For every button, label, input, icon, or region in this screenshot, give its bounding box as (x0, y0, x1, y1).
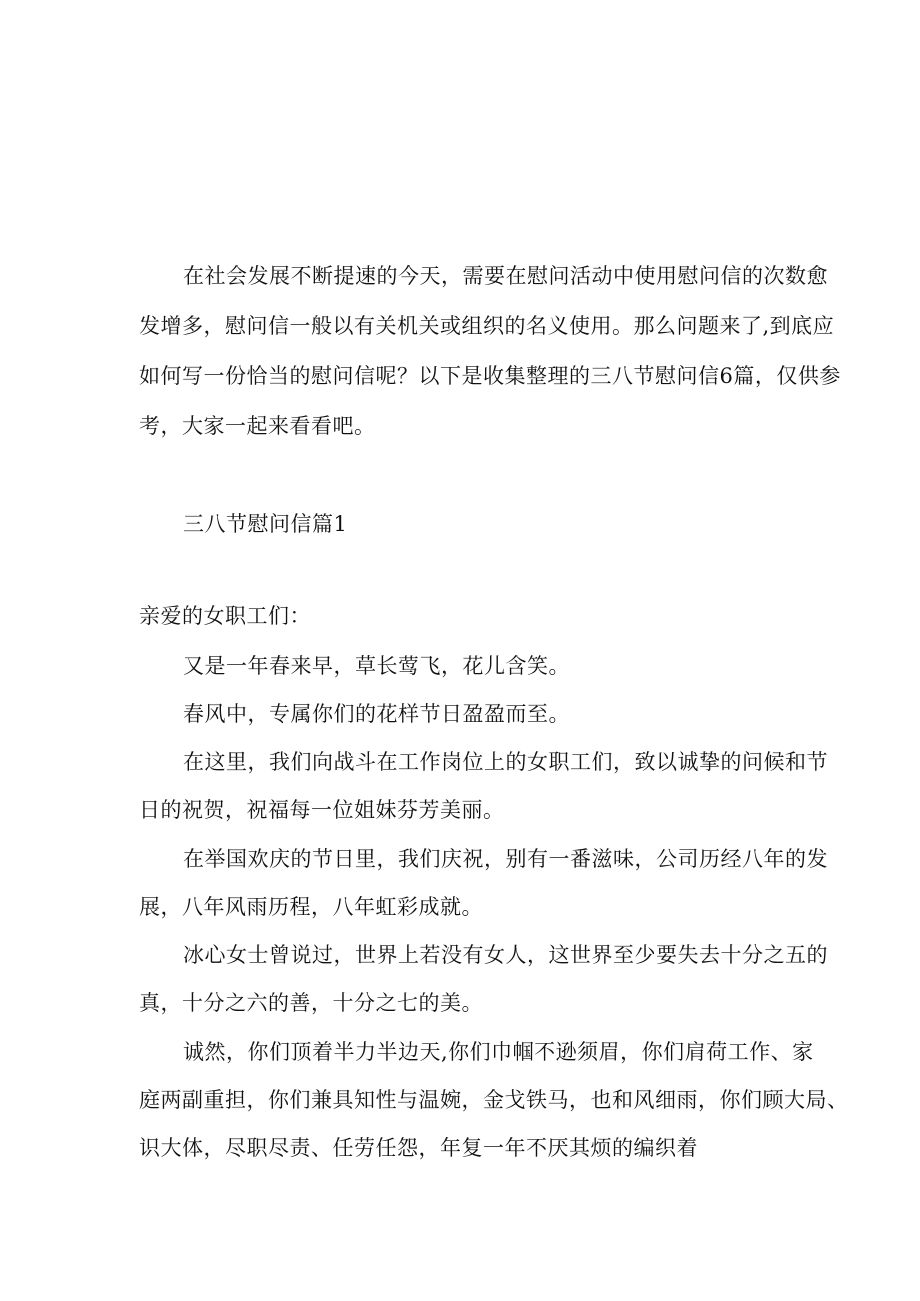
paragraph-5-line-1: 冰心女士曾说过，世界上若没有女人，这世界至少要失去十分之五的 (183, 943, 828, 967)
section-title: 三八节慰问信篇1 (183, 512, 348, 536)
paragraph-6-line-2: 庭两副重担，你们兼具知性与温婉，金戈铁马，也和风细雨，你们顾大局、 (139, 1088, 849, 1112)
intro-line-2: 发增多，慰问信一般以有关机关或组织的名义使用。那么问题来了,到底应 (139, 314, 835, 338)
paragraph-4-line-2: 展，八年风雨历程，八年虹彩成就。 (139, 895, 483, 919)
paragraph-6-line-1: 诚然，你们顶着半力半边天,你们巾帼不逊须眉，你们肩荷工作、家 (183, 1040, 814, 1064)
paragraph-1-line-1: 又是一年春来早，草长莺飞，花儿含笑。 (183, 654, 570, 678)
paragraph-6-line-3: 识大体，尽职尽责、任劳任怨，年复一年不厌其烦的编织着 (139, 1136, 698, 1160)
intro-line-4: 考，大家一起来看看吧。 (139, 414, 376, 438)
paragraph-3-line-2: 日的祝贺，祝福每一位姐妹芬芳美丽。 (139, 798, 505, 822)
intro-line-3: 如何写一份恰当的慰问信呢？以下是收集整理的三八节慰问信6篇，仅供参 (139, 364, 841, 388)
paragraph-4-line-1: 在举国欢庆的节日里，我们庆祝，别有一番滋味，公司历经八年的发 (183, 847, 828, 871)
intro-line-1: 在社会发展不断提速的今天，需要在慰问活动中使用慰问信的次数愈 (183, 264, 828, 288)
paragraph-5-line-2: 真，十分之六的善，十分之七的美。 (139, 991, 483, 1015)
paragraph-2-line-1: 春风中，专属你们的花样节日盈盈而至。 (183, 702, 570, 726)
paragraph-3-line-1: 在这里，我们向战斗在工作岗位上的女职工们，致以诚挚的问候和节 (183, 750, 828, 774)
salutation: 亲爱的女职工们： (139, 604, 311, 628)
